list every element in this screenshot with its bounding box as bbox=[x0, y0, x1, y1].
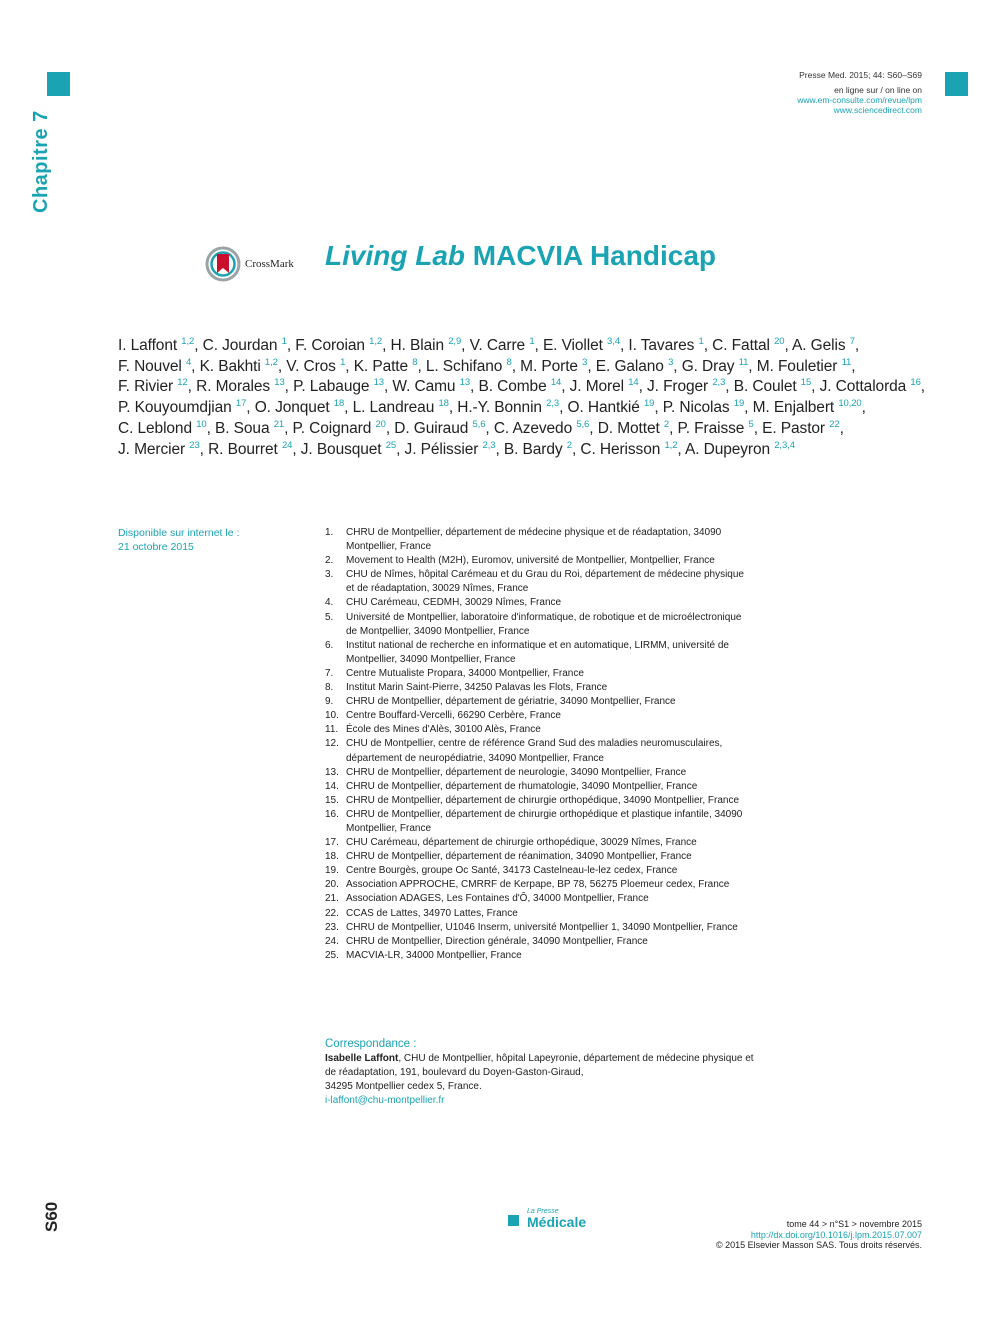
author-affiliation-ref[interactable]: 13 bbox=[373, 377, 384, 389]
doi-link[interactable]: http://dx.doi.org/10.1016/j.lpm.2015.07.007 bbox=[750, 1229, 922, 1240]
author-affiliation-ref[interactable]: 5,6 bbox=[472, 418, 486, 430]
correspondence-address bbox=[325, 1052, 755, 1080]
author-name: M. Enjalbert bbox=[752, 399, 835, 417]
affiliation-text: Centre Bouffard-Vercelli, 66290 Cerbère, France bbox=[346, 710, 561, 722]
author-name: C. Leblond bbox=[118, 419, 192, 437]
author-affiliation-ref[interactable]: 2,3 bbox=[712, 377, 726, 389]
author-name: P. Fraisse bbox=[677, 419, 745, 437]
author: V. Cros $^1$, bbox=[286, 356, 350, 375]
author: B. Bardy $^2$, bbox=[503, 439, 577, 458]
author-name: M. Fouletier bbox=[756, 357, 838, 375]
author-name: E. Pastor bbox=[762, 419, 825, 437]
affiliation-text: Centre Mutualiste Propara, 34000 Montpellier, France bbox=[346, 667, 584, 679]
author-affiliation-ref[interactable]: 11 bbox=[738, 356, 749, 368]
author-affiliation-ref[interactable]: 3 bbox=[582, 356, 588, 368]
author-affiliation-ref[interactable]: 14 bbox=[550, 377, 562, 389]
author-affiliation-ref[interactable]: 2,9 bbox=[448, 336, 462, 347]
author-name: D. Guiraud bbox=[394, 419, 469, 437]
author-name: O. Jonquet bbox=[254, 399, 330, 417]
journal-logo bbox=[508, 1208, 586, 1229]
author-name: V. Cros bbox=[286, 357, 336, 375]
author-affiliation-ref[interactable]: 2 bbox=[566, 439, 572, 451]
author bbox=[685, 441, 795, 458]
author-name: L. Schifano bbox=[425, 357, 503, 375]
author-name: J. Bousquet bbox=[300, 440, 382, 458]
affiliation-item bbox=[325, 921, 755, 935]
online-label: en ligne sur / on line on bbox=[834, 85, 922, 95]
affiliation-number: 15. bbox=[325, 794, 339, 806]
author-affiliation-ref[interactable]: 20 bbox=[774, 336, 785, 347]
affiliation-number: 13. bbox=[325, 766, 339, 778]
author-name: R. Morales bbox=[196, 378, 271, 396]
author: P. Coignard $^{20}$, bbox=[292, 418, 391, 437]
author-name: H. Blain bbox=[390, 337, 445, 354]
author: H. Blain $^{2,9}$, bbox=[390, 336, 466, 354]
affiliation-item bbox=[325, 836, 755, 850]
author-affiliation-ref[interactable]: 1 bbox=[340, 356, 346, 368]
affiliation-list bbox=[325, 526, 755, 963]
author-affiliation-ref[interactable]: 17 bbox=[235, 398, 247, 410]
author: W. Camu $^{13}$, bbox=[392, 377, 475, 396]
author-name: J. Morel bbox=[569, 378, 624, 396]
author-name: B. Soua bbox=[215, 419, 270, 437]
author-affiliation-ref[interactable]: 2,3,4 bbox=[774, 439, 795, 451]
affiliation-number: 14. bbox=[325, 780, 339, 792]
crossmark-badge[interactable] bbox=[205, 246, 294, 282]
author-affiliation-ref[interactable]: 19 bbox=[733, 398, 745, 410]
author-affiliation-ref[interactable]: 15 bbox=[800, 377, 812, 389]
author-affiliation-ref[interactable]: 13 bbox=[459, 377, 471, 389]
affiliation-text: CHRU de Montpellier, département de chirurgie orthopédique et plastique infantile, 34090 Montpellier, France bbox=[346, 808, 743, 834]
affiliation-number: 10. bbox=[325, 710, 339, 722]
author: R. Bourret $^{24}$, bbox=[208, 439, 297, 458]
author-affiliation-ref[interactable]: 10 bbox=[196, 418, 207, 430]
journal-header bbox=[797, 70, 922, 115]
affiliation-text: MACVIA-LR, 34000 Montpellier, France bbox=[346, 949, 522, 961]
author-name: C. Azevedo bbox=[493, 419, 573, 437]
affiliation-number: 20. bbox=[325, 879, 339, 891]
affiliation-number: 11. bbox=[325, 724, 339, 736]
affiliation-text: CHRU de Montpellier, U1046 Inserm, université Montpellier 1, 34090 Montpellier, France bbox=[346, 921, 738, 933]
author: C. Jourdan $^1$, bbox=[202, 336, 292, 354]
author-name: B. Coulet bbox=[733, 378, 797, 396]
affiliation-item bbox=[325, 907, 755, 921]
affiliation-number: 19. bbox=[325, 865, 339, 877]
author: K. Bakhti $^{1,2}$, bbox=[199, 356, 283, 375]
author-affiliation-ref[interactable]: 3,4 bbox=[607, 336, 620, 347]
author-name: C. Herisson bbox=[580, 440, 661, 458]
affiliation-number: 6. bbox=[325, 639, 334, 651]
affiliation-number: 5. bbox=[325, 611, 334, 623]
author: B. Soua $^{21}$, bbox=[215, 418, 289, 437]
affiliation-item bbox=[325, 723, 755, 737]
availability-label: Disponible sur internet le : bbox=[118, 527, 240, 539]
author-name: D. Mottet bbox=[597, 419, 660, 437]
author: P. Labauge $^{13}$, bbox=[293, 377, 389, 396]
author: J. Cottalorda $^{16}$, bbox=[819, 377, 925, 396]
affiliation-text: CHRU de Montpellier, département de neurologie, 34090 Montpellier, France bbox=[346, 766, 687, 778]
correspondence-name: Isabelle Laffont bbox=[325, 1053, 399, 1064]
author-affiliation-ref[interactable]: 8 bbox=[412, 356, 418, 368]
author: R. Morales $^{13}$, bbox=[196, 377, 289, 396]
author-name: H.-Y. Bonnin bbox=[457, 399, 542, 417]
journal-url-link[interactable]: www.em-consulte.com/revue/lpm bbox=[797, 95, 922, 105]
author-list bbox=[118, 336, 928, 460]
affiliation-number: 25. bbox=[325, 949, 339, 961]
correspondence bbox=[325, 1037, 755, 1108]
author: P. Kouyoumdjian $^{17}$, bbox=[118, 398, 251, 417]
affiliation-text: CHRU de Montpellier, département de chirurgie orthopédique, 34090 Montpellier, France bbox=[346, 794, 740, 806]
affiliation-number: 24. bbox=[325, 935, 339, 947]
author: C. Leblond $^{10}$, bbox=[118, 418, 211, 437]
author-affiliation-ref[interactable]: 2,3 bbox=[482, 439, 496, 451]
author-name: B. Bardy bbox=[503, 440, 563, 458]
affiliation-number: 22. bbox=[325, 907, 339, 919]
affiliation-number: 4. bbox=[325, 597, 334, 609]
author: J. Froger $^{2,3}$, bbox=[647, 377, 730, 396]
chapter-color-block bbox=[47, 72, 70, 96]
affiliation-text: Université de Montpellier, laboratoire d'informatique, de robotique et de microélectronique de Montpellier, 34090 Montpellier, France bbox=[346, 611, 742, 637]
affiliation-text: CHRU de Montpellier, département de médecine physique et de réadaptation, 34090 Montpellier, France bbox=[346, 527, 722, 553]
logo-big-text: Médicale bbox=[527, 1214, 587, 1230]
author: I. Laffont $^{1,2}$, bbox=[118, 336, 199, 354]
affiliation-number: 3. bbox=[325, 569, 334, 581]
affiliation-item bbox=[325, 935, 755, 949]
author-name: K. Bakhti bbox=[199, 357, 261, 375]
author-name: P. Kouyoumdjian bbox=[118, 399, 232, 417]
sciencedirect-link[interactable]: www.sciencedirect.com bbox=[833, 105, 922, 115]
author-name: O. Hantkié bbox=[567, 399, 640, 417]
availability bbox=[118, 526, 239, 554]
author-affiliation-ref[interactable]: 4 bbox=[185, 356, 192, 368]
author-affiliation-ref[interactable]: 5 bbox=[748, 418, 754, 430]
author: M. Enjalbert $^{10,20}$, bbox=[752, 398, 866, 417]
author-affiliation-ref[interactable]: 18 bbox=[333, 398, 345, 410]
affiliation-text: CHRU de Montpellier, département de gériatrie, 34090 Montpellier, France bbox=[346, 696, 676, 708]
author-name: C. Fattal bbox=[712, 337, 770, 354]
author-name: P. Labauge bbox=[293, 378, 370, 396]
footer-info bbox=[716, 1219, 922, 1251]
author-affiliation-ref[interactable]: 20 bbox=[375, 418, 386, 430]
author-affiliation-ref[interactable]: 24 bbox=[281, 439, 293, 451]
affiliation-item bbox=[325, 611, 755, 639]
crossmark-label: CrossMark bbox=[245, 258, 294, 270]
author: L. Schifano $^8$, bbox=[425, 356, 516, 375]
author: D. Guiraud $^{5,6}$, bbox=[394, 418, 490, 437]
author: J. Bousquet $^{25}$, bbox=[300, 439, 401, 458]
affiliation-item bbox=[325, 667, 755, 681]
author-affiliation-ref[interactable]: 5,6 bbox=[576, 418, 590, 430]
author: E. Galano $^3$, bbox=[595, 356, 678, 375]
affiliation-text: Centre Bourgès, groupe Oc Santé, 34173 Castelneau-le-lez cedex, France bbox=[346, 865, 678, 877]
author-affiliation-ref[interactable]: 8 bbox=[506, 356, 512, 368]
author-name: J. Cottalorda bbox=[819, 378, 907, 396]
author-affiliation-ref[interactable]: 1,2 bbox=[181, 336, 195, 347]
affiliation-item bbox=[325, 850, 755, 864]
author-name: F. Nouvel bbox=[118, 357, 182, 375]
affiliation-text: Institut Marin Saint-Pierre, 34250 Palavas les Flots, France bbox=[346, 682, 608, 694]
affiliation-text: Institut national de recherche en informatique et en automatique, LIRMM, université de Montpellier, 34090 Montpellier, France bbox=[346, 639, 729, 665]
author-name: E. Viollet bbox=[542, 337, 603, 354]
author-name: V. Carre bbox=[469, 337, 526, 354]
author-affiliation-ref[interactable]: 1 bbox=[698, 336, 704, 347]
affiliation-item bbox=[325, 596, 755, 610]
affiliation-number: 18. bbox=[325, 851, 339, 863]
author: P. Fraisse $^5$, bbox=[677, 418, 758, 437]
affiliation-item bbox=[325, 780, 755, 794]
title-rest: MACVIA Handicap bbox=[465, 240, 716, 271]
author: I. Tavares $^1$, bbox=[628, 336, 708, 354]
affiliation-number: 8. bbox=[325, 682, 334, 694]
affiliation-text: CHU de Nîmes, hôpital Carémeau et du Grau du Roi, département de médecine physique et de réadaptation, 30029 Nîmes, France bbox=[346, 569, 744, 595]
author: C. Herisson $^{1,2}$, bbox=[580, 439, 682, 458]
affiliation-number: 1. bbox=[325, 527, 334, 538]
author-affiliation-ref[interactable]: 19 bbox=[643, 398, 655, 410]
affiliation-number: 7. bbox=[325, 667, 334, 679]
author-name: J. Pélissier bbox=[404, 440, 479, 458]
crossmark-icon bbox=[205, 246, 241, 282]
author-affiliation-ref[interactable]: 18 bbox=[438, 398, 449, 410]
author-name: P. Coignard bbox=[292, 419, 372, 437]
author-name: I. Tavares bbox=[628, 337, 695, 354]
logo-small-text: La Presse bbox=[527, 1208, 559, 1215]
affiliation-text: CHU Carémeau, département de chirurgie orthopédique, 30029 Nîmes, France bbox=[346, 837, 697, 849]
author: C. Azevedo $^{5,6}$, bbox=[493, 418, 594, 437]
affiliation-text: Association ADAGES, Les Fontaines d'Ô, 34000 Montpellier, France bbox=[346, 893, 649, 905]
affiliation-number: 21. bbox=[325, 893, 339, 905]
author: E. Pastor $^{22}$, bbox=[762, 418, 844, 437]
affiliation-number: 16. bbox=[325, 808, 339, 820]
affiliation-item bbox=[325, 639, 755, 667]
correspondence-address-text: , CHU de Montpellier, hôpital Lapeyronie, département de médecine physique et de réadaptation, 191, boulevard du Doyen-Gaston-Giraud, bbox=[325, 1053, 754, 1079]
author-name: I. Laffont bbox=[118, 337, 178, 354]
author: F. Rivier $^{12}$, bbox=[118, 377, 192, 396]
author-affiliation-ref[interactable]: 3 bbox=[668, 356, 674, 368]
author: M. Porte $^3$, bbox=[520, 356, 592, 375]
author-name: G. Dray bbox=[681, 357, 735, 375]
author: M. Fouletier $^{11}$, bbox=[756, 356, 856, 375]
author: P. Nicolas $^{19}$, bbox=[662, 398, 749, 417]
author-affiliation-ref[interactable]: 1,2 bbox=[264, 356, 278, 368]
author: O. Hantkié $^{19}$, bbox=[567, 398, 659, 417]
author-name: M. Porte bbox=[520, 357, 578, 375]
author: E. Viollet $^{3,4}$, bbox=[542, 336, 625, 354]
affiliation-text: CHU de Montpellier, centre de référence Grand Sud des maladies neuromusculaires, département de neuropédiatrie, 34090 Montpellier, France bbox=[346, 738, 723, 764]
affiliation-text: École des Mines d'Alès, 30100 Alès, France bbox=[346, 724, 541, 736]
affiliation-item bbox=[325, 709, 755, 723]
author: J. Morel $^{14}$, bbox=[569, 377, 643, 396]
affiliation-item bbox=[325, 949, 755, 963]
author: K. Patte $^8$, bbox=[353, 356, 422, 375]
affiliation-text: CHU Carémeau, CEDMH, 30029 Nîmes, France bbox=[346, 597, 562, 609]
affiliation-item bbox=[325, 681, 755, 695]
availability-date: 21 octobre 2015 bbox=[118, 541, 194, 553]
author-name: E. Galano bbox=[595, 357, 664, 375]
affiliation-text: CHRU de Montpellier, département de rhumatologie, 34090 Montpellier, France bbox=[346, 780, 698, 792]
author: O. Jonquet $^{18}$, bbox=[254, 398, 349, 417]
author-name: R. Bourret bbox=[208, 440, 278, 458]
author-affiliation-ref[interactable]: 10,20 bbox=[838, 398, 862, 410]
author: J. Pélissier $^{2,3}$, bbox=[404, 439, 500, 458]
affiliation-number: 2. bbox=[325, 555, 334, 567]
affiliation-item bbox=[325, 554, 755, 568]
author: J. Mercier $^{23}$, bbox=[118, 439, 204, 458]
author-affiliation-ref[interactable]: 1 bbox=[529, 336, 535, 347]
affiliation-item bbox=[325, 808, 755, 836]
affiliation-item bbox=[325, 878, 755, 892]
affiliation-item bbox=[325, 864, 755, 878]
issue-info: tome 44 > n°S1 > novembre 2015 bbox=[786, 1219, 922, 1229]
author-name: P. Nicolas bbox=[662, 399, 730, 417]
affiliation-item bbox=[325, 526, 755, 554]
author: G. Dray $^{11}$, bbox=[681, 356, 753, 375]
page-number: S60 bbox=[42, 1201, 61, 1232]
author: B. Combe $^{14}$, bbox=[478, 377, 566, 396]
chapter-label: Chapitre 7 bbox=[30, 110, 52, 213]
author-affiliation-ref[interactable]: 21 bbox=[273, 418, 285, 430]
author: H.-Y. Bonnin $^{2,3}$, bbox=[457, 398, 564, 417]
correspondence-email-link[interactable]: i-laffont@chu-montpellier.fr bbox=[325, 1095, 445, 1107]
author-name: W. Camu bbox=[392, 378, 456, 396]
affiliation-text: Movement to Health (M2H), Euromov, université de Montpellier, Montpellier, France bbox=[346, 555, 715, 567]
author-name: J. Froger bbox=[647, 378, 709, 396]
author-name: J. Mercier bbox=[118, 440, 186, 458]
journal-citation: Presse Med. 2015; 44: S60–S69 bbox=[799, 70, 922, 80]
affiliation-text: CHRU de Montpellier, département de réanimation, 34090 Montpellier, France bbox=[346, 851, 692, 863]
affiliation-number: 9. bbox=[325, 696, 334, 708]
affiliation-item bbox=[325, 737, 755, 765]
author: A. Gelis $^7$, bbox=[792, 336, 860, 354]
author-affiliation-ref[interactable]: 2,3 bbox=[546, 398, 560, 410]
affiliation-text: Association APPROCHE, CMRRF de Kerpape, BP 78, 56275 Ploemeur cedex, France bbox=[346, 879, 730, 891]
author-affiliation-ref[interactable]: 22 bbox=[829, 418, 840, 430]
author-name: B. Combe bbox=[478, 378, 547, 396]
affiliation-number: 12. bbox=[325, 738, 339, 750]
author: F. Nouvel $^4$, bbox=[118, 356, 196, 375]
author-affiliation-ref[interactable]: 2 bbox=[663, 418, 670, 430]
author-name: A. Gelis bbox=[792, 337, 846, 354]
author-affiliation-ref[interactable]: 1,2 bbox=[369, 336, 383, 347]
author-affiliation-ref[interactable]: 14 bbox=[628, 377, 639, 389]
author-affiliation-ref[interactable]: 16 bbox=[910, 377, 921, 389]
author-affiliation-ref[interactable]: 12 bbox=[177, 377, 188, 389]
author-name: A. Dupeyron bbox=[684, 440, 771, 458]
copyright: © 2015 Elsevier Masson SAS. Tous droits réservés. bbox=[715, 1240, 922, 1250]
affiliation-text: CHRU de Montpellier, Direction générale, 34090 Montpellier, France bbox=[346, 935, 648, 947]
affiliation-item bbox=[325, 568, 755, 596]
author-name: K. Patte bbox=[353, 357, 409, 375]
affiliation-item bbox=[325, 766, 755, 780]
affiliation-text: CCAS de Lattes, 34970 Lattes, France bbox=[346, 907, 518, 919]
author-name: C. Jourdan bbox=[202, 337, 278, 354]
author-affiliation-ref[interactable]: 7 bbox=[849, 336, 855, 347]
affiliation-number: 23. bbox=[325, 921, 339, 933]
header-color-block bbox=[945, 72, 968, 96]
author-name: F. Coroian bbox=[295, 337, 365, 354]
author-name: L. Landreau bbox=[352, 399, 435, 417]
author: B. Coulet $^{15}$, bbox=[733, 377, 816, 396]
article-title bbox=[325, 240, 716, 272]
affiliation-item bbox=[325, 695, 755, 709]
author: V. Carre $^1$, bbox=[469, 336, 539, 354]
correspondence-heading: Correspondance : bbox=[325, 1038, 417, 1050]
title-italic: Living Lab bbox=[325, 240, 465, 271]
author: C. Fattal $^{20}$, bbox=[712, 336, 789, 354]
affiliation-item bbox=[325, 892, 755, 906]
author: F. Coroian $^{1,2}$, bbox=[295, 336, 387, 354]
affiliation-item bbox=[325, 794, 755, 808]
author-affiliation-ref[interactable]: 1,2 bbox=[664, 439, 678, 451]
author-affiliation-ref[interactable]: 13 bbox=[274, 377, 285, 389]
author-affiliation-ref[interactable]: 11 bbox=[841, 356, 852, 368]
author-affiliation-ref[interactable]: 25 bbox=[385, 439, 397, 451]
affiliation-number: 17. bbox=[325, 837, 339, 849]
author-name: F. Rivier bbox=[118, 378, 174, 396]
author-affiliation-ref[interactable]: 23 bbox=[189, 439, 200, 451]
author-affiliation-ref[interactable]: 1 bbox=[281, 336, 287, 347]
author: D. Mottet $^2$, bbox=[597, 418, 674, 437]
correspondence-city: 34295 Montpellier cedex 5, France. bbox=[325, 1081, 482, 1093]
author: L. Landreau $^{18}$, bbox=[352, 398, 454, 417]
logo-square-icon bbox=[508, 1215, 519, 1226]
